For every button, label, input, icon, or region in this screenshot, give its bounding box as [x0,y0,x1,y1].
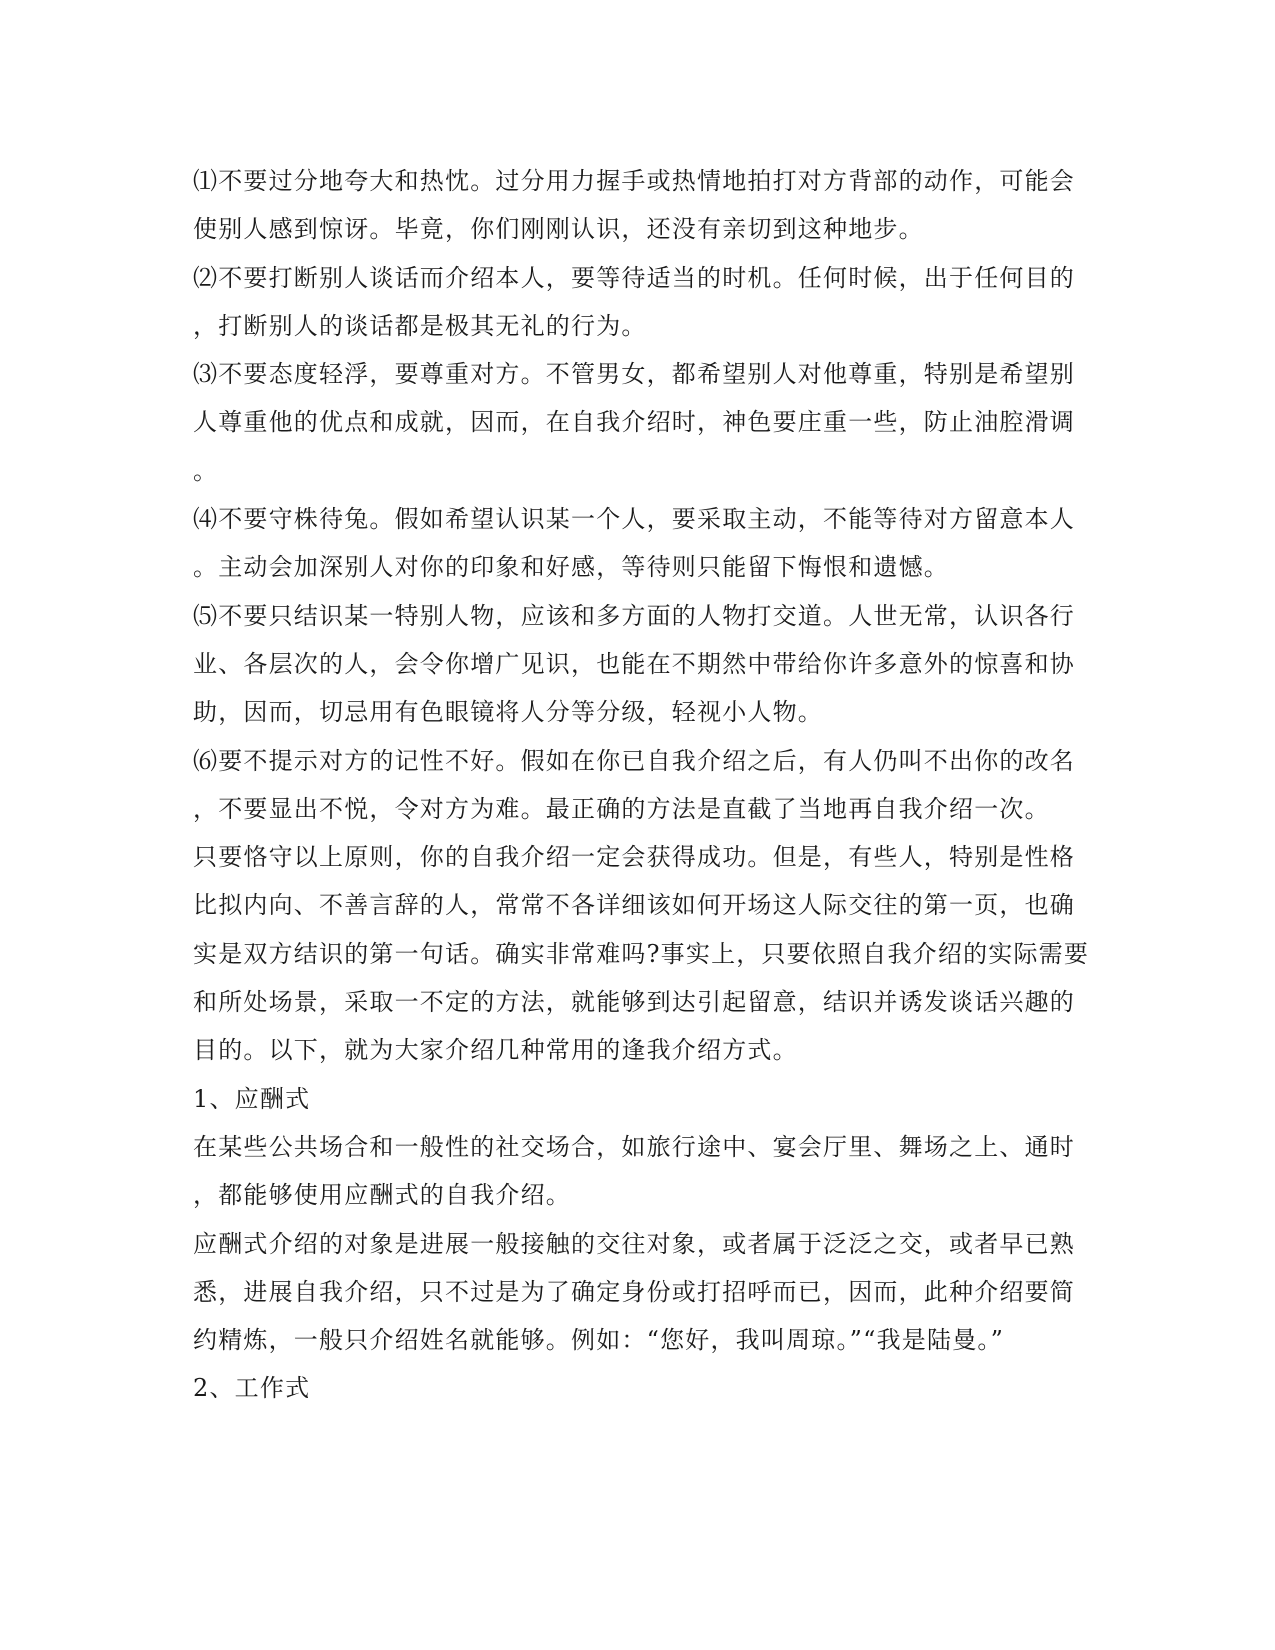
text-line: ⑷不要守株待兔。假如希望认识某一个人，要采取主动，不能等待对方留意本人 [193,505,1075,534]
text-line: ⑹要不提示对方的记性不好。假如在你已自我介绍之后，有人仍叫不出你的改名 [193,746,1075,775]
text-line: ，打断别人的谈话都是极其无礼的行为。 [193,311,647,340]
text-line: 实是双方结识的第一句话。确实非常难吗?事实上，只要依照自我介绍的实际需要 [193,939,1090,968]
text-line: ，都能够使用应酬式的自我介绍。 [193,1181,571,1210]
text-line: ⑶不要态度轻浮，要尊重对方。不管男女，都希望别人对他尊重，特别是希望别 [193,360,1075,389]
text-line: 在某些公共场合和一般性的社交场合，如旅行途中、宴会厅里、舞场之上、通时 [193,1132,1075,1161]
text-line: 只要恪守以上原则，你的自我介绍一定会获得成功。但是，有些人，特别是性格 [193,843,1075,872]
text-line: 。 [193,456,219,485]
text-line: ⑴不要过分地夸大和热忱。过分用力握手或热情地拍打对方背部的动作，可能会 [193,167,1075,195]
text-line: 悉，进展自我介绍，只不过是为了确定身份或打招呼而已，因而，此种介绍要简 [193,1277,1075,1306]
text-line: 使别人感到惊讶。毕竟，你们刚刚认识，还没有亲切到这种地步。 [193,215,924,244]
text-line: ，不要显出不悦，令对方为难。最正确的方法是直截了当地再自我介绍一次。 [193,794,1050,823]
section-heading: 2、工作式 [193,1374,311,1403]
text-line: 。主动会加深别人对你的印象和好感，等待则只能留下悔恨和遗憾。 [193,553,949,582]
document-body [193,157,1090,1413]
text-line: 和所处场景，采取一不定的方法，就能够到达引起留意，结识并诱发谈话兴趣的 [193,988,1075,1017]
text-line: 约精炼，一般只介绍姓名就能够。例如：“您好，我叫周琼。”“我是陆曼。” [193,1326,1005,1355]
text-line: 助，因而，切忌用有色眼镜将人分等分级，轻视小人物。 [193,698,823,727]
text-line: 应酬式介绍的对象是进展一般接触的交往对象，或者属于泛泛之交，或者早已熟 [193,1229,1075,1258]
section-heading: 1、应酬式 [193,1084,311,1113]
text-line: ⑸不要只结识某一特别人物，应该和多方面的人物打交道。人世无常，认识各行 [193,601,1075,630]
text-line: 人尊重他的优点和成就，因而，在自我介绍时，神色要庄重一些，防止油腔滑调 [193,408,1075,437]
text-line: 业、各层次的人，会令你增广见识，也能在不期然中带给你许多意外的惊喜和协 [193,649,1075,678]
text-line: ⑵不要打断别人谈话而介绍本人，要等待适当的时机。任何时候，出于任何目的 [193,263,1075,292]
text-line: 比拟内向、不善言辞的人，常常不各详细该如何开场这人际交往的第一页，也确 [193,891,1075,920]
text-line: 目的。以下，就为大家介绍几种常用的逢我介绍方式。 [193,1036,798,1065]
